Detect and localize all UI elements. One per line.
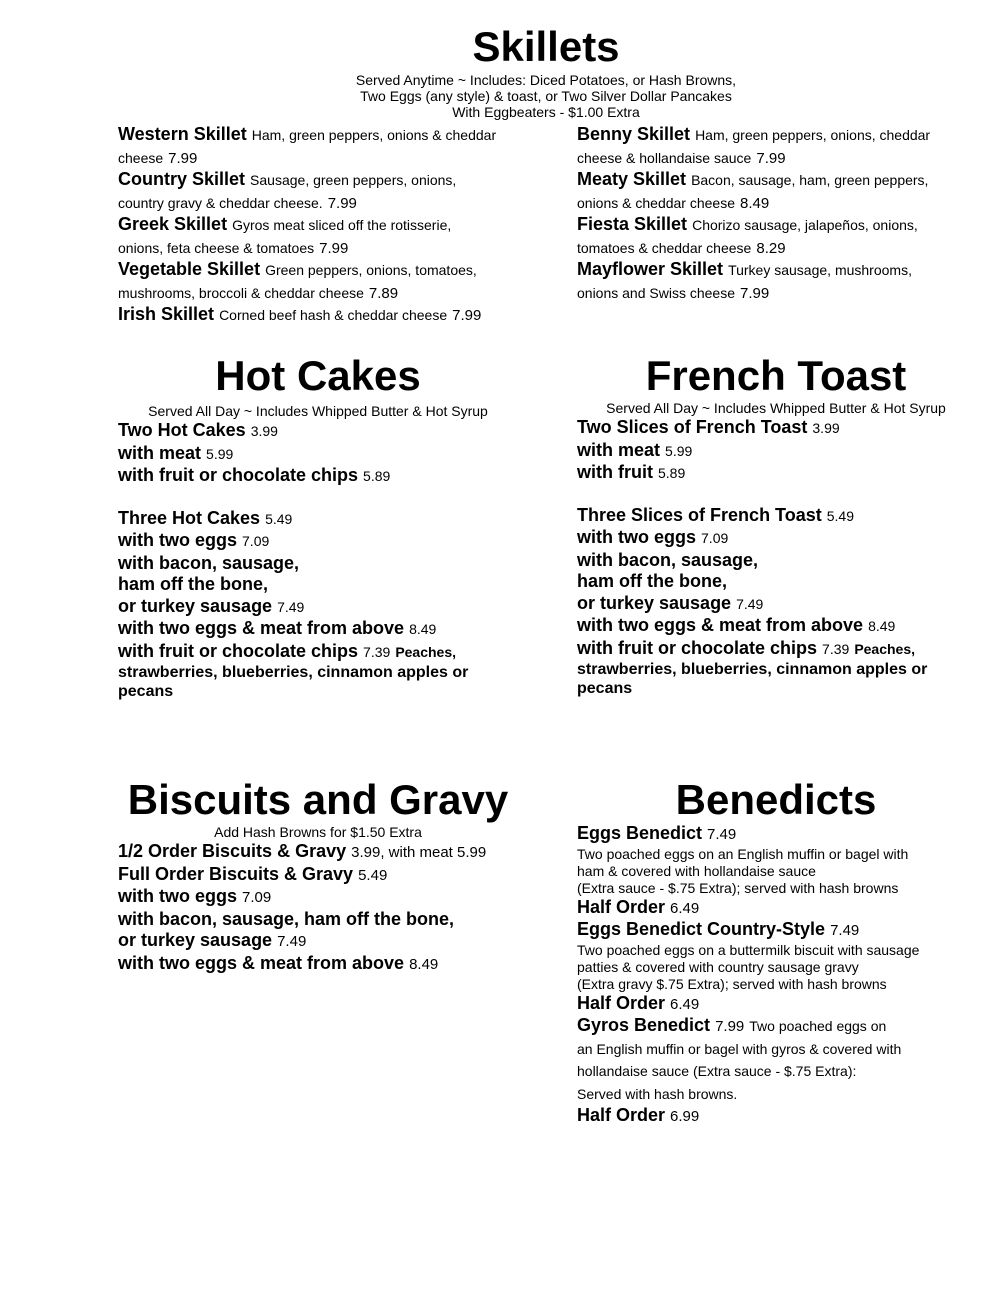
item-price: 7.39 bbox=[822, 640, 850, 657]
menu-item-gyros-benedict bbox=[577, 1015, 987, 1038]
item-name: with fruit or chocolate chips bbox=[577, 637, 818, 658]
french-toast-title: French Toast bbox=[645, 352, 907, 399]
item-price: 7.89 bbox=[368, 284, 399, 302]
menu-item bbox=[577, 593, 997, 616]
item-desc: onions & cheddar cheese bbox=[577, 194, 735, 211]
menu-item bbox=[577, 527, 997, 550]
item-desc: Peaches, bbox=[854, 640, 916, 657]
item-desc: pecans bbox=[577, 680, 633, 697]
item-price: 7.09 bbox=[242, 889, 272, 906]
menu-item bbox=[577, 505, 997, 528]
menu-item-benny-skillet bbox=[577, 124, 977, 147]
item-name: with fruit or chocolate chips bbox=[118, 640, 359, 661]
hot-cakes-title: Hot Cakes bbox=[215, 352, 421, 399]
item-price: 7.49 bbox=[277, 598, 305, 615]
menu-item-greek-skillet bbox=[118, 214, 558, 237]
menu-item-meaty-skillet bbox=[577, 169, 977, 192]
item-desc: Corned beef hash & cheddar cheese bbox=[219, 307, 448, 323]
menu-item bbox=[577, 615, 997, 638]
menu-item-fiesta-skillet bbox=[577, 214, 977, 237]
item-price: 5.99 bbox=[206, 445, 234, 462]
item-desc: an English muffin or bagel with gyros & covered with bbox=[577, 1040, 902, 1057]
menu-item bbox=[118, 930, 558, 953]
item-price: 7.09 bbox=[242, 533, 270, 549]
menu-item bbox=[577, 638, 997, 661]
item-name: Half Order bbox=[577, 992, 666, 1013]
skillets-title: Skillets bbox=[472, 23, 620, 70]
item-desc: Gyros meat sliced off the rotisserie, bbox=[232, 217, 452, 233]
menu-item-western-skillet bbox=[118, 124, 558, 147]
item-desc: onions, feta cheese & tomatoes bbox=[118, 239, 315, 256]
item-name: Fiesta Skillet bbox=[577, 214, 688, 234]
menu-item bbox=[118, 618, 558, 641]
item-name: Full Order Biscuits & Gravy bbox=[118, 863, 354, 884]
item-desc: pecans bbox=[118, 683, 174, 700]
menu-item-half-order bbox=[577, 993, 987, 1016]
item-desc: mushrooms, broccoli & cheddar cheese bbox=[118, 284, 364, 301]
item-name: with fruit bbox=[577, 462, 653, 482]
item-name: or turkey sausage bbox=[118, 595, 273, 616]
benedicts-title: Benedicts bbox=[675, 776, 877, 823]
french-toast-list bbox=[577, 417, 997, 698]
item-price: 7.39 bbox=[363, 643, 391, 660]
biscuits-gravy-list bbox=[118, 841, 558, 975]
item-name: Country Skillet bbox=[118, 169, 246, 189]
menu-item bbox=[577, 462, 997, 485]
item-price: 5.49 bbox=[826, 507, 854, 524]
skillets-subtitle-line: With Eggbeaters - $1.00 Extra bbox=[452, 104, 640, 120]
menu-item bbox=[118, 864, 558, 887]
item-name: Vegetable Skillet bbox=[118, 259, 261, 279]
item-desc: strawberries, blueberries, cinnamon apples or bbox=[118, 664, 469, 681]
item-price: 7.99 bbox=[715, 1018, 745, 1035]
menu-item-country-skillet bbox=[118, 169, 558, 192]
item-price: 7.99 bbox=[452, 307, 482, 324]
item-desc: strawberries, blueberries, cinnamon apples or bbox=[577, 661, 928, 678]
item-name: Greek Skillet bbox=[118, 214, 228, 234]
item-name: with fruit or chocolate chips bbox=[118, 465, 359, 485]
item-price: 7.99 bbox=[756, 149, 786, 167]
item-name: Two Slices of French Toast bbox=[577, 417, 808, 437]
item-name: with meat bbox=[118, 442, 202, 463]
item-name: with two eggs & meat from above bbox=[577, 615, 864, 635]
item-price: 5.99 bbox=[665, 442, 693, 459]
item-price: 7.49 bbox=[736, 595, 764, 612]
item-desc: Turkey sausage, mushrooms, bbox=[728, 262, 912, 278]
item-price: 7.49 bbox=[707, 826, 737, 843]
menu-item bbox=[118, 841, 558, 864]
menu-item-irish-skillet bbox=[118, 304, 558, 327]
item-name: Half Order bbox=[577, 896, 666, 917]
item-price: 3.99, with meat 5.99 bbox=[351, 844, 487, 861]
menu-item bbox=[118, 886, 558, 909]
item-name: Western Skillet bbox=[118, 124, 247, 144]
item-desc: Peaches, bbox=[395, 643, 457, 660]
menu-item-half-order bbox=[577, 1105, 987, 1128]
item-price: 5.49 bbox=[265, 510, 293, 527]
item-desc: country gravy & cheddar cheese. bbox=[118, 194, 323, 211]
skillets-subtitle-line: Served Anytime ~ Includes: Diced Potatoes, or Hash Browns, bbox=[355, 72, 737, 88]
menu-item bbox=[118, 465, 558, 488]
menu-item-eggs-benedict-country bbox=[577, 919, 987, 942]
skillets-right-column bbox=[577, 124, 977, 304]
item-name: Eggs Benedict bbox=[577, 823, 703, 843]
item-desc: onions and Swiss cheese bbox=[577, 284, 735, 301]
item-name: with bacon, sausage, bbox=[118, 552, 300, 573]
menu-item bbox=[118, 443, 558, 466]
skillets-subtitle-line: Two Eggs (any style) & toast, or Two Silver Dollar Pancakes bbox=[360, 88, 732, 104]
benedicts-list bbox=[577, 823, 987, 1128]
item-desc: (Extra sauce - $.75 Extra); served with hash browns bbox=[577, 879, 899, 896]
item-desc: Green peppers, onions, tomatoes, bbox=[265, 262, 477, 278]
item-desc: hollandaise sauce (Extra sauce - $.75 Extra): bbox=[577, 1063, 857, 1079]
item-price: 8.49 bbox=[409, 955, 439, 973]
item-price: 6.49 bbox=[670, 899, 700, 917]
item-price: 5.49 bbox=[358, 866, 388, 884]
item-desc: cheese & hollandaise sauce bbox=[577, 149, 752, 166]
item-name: with bacon, sausage, bbox=[577, 549, 759, 570]
item-price: 7.99 bbox=[327, 194, 357, 212]
skillets-left-column bbox=[118, 124, 558, 327]
item-name: with bacon, sausage, ham off the bone, bbox=[118, 908, 455, 929]
item-name: Irish Skillet bbox=[118, 304, 215, 324]
item-name: Gyros Benedict bbox=[577, 1015, 711, 1035]
item-price: 7.99 bbox=[168, 149, 198, 167]
item-name: with meat bbox=[577, 439, 661, 460]
item-desc: Ham, green peppers, onions & cheddar bbox=[251, 127, 497, 143]
item-name: ham off the bone, bbox=[118, 574, 268, 594]
item-price: 8.49 bbox=[868, 618, 896, 634]
item-price: 5.89 bbox=[363, 468, 391, 484]
item-name: Benny Skillet bbox=[577, 124, 691, 144]
item-desc: (Extra gravy $.75 Extra); served with hash browns bbox=[577, 975, 887, 992]
item-price: 7.99 bbox=[740, 284, 770, 302]
item-name: ham off the bone, bbox=[577, 571, 727, 591]
menu-item bbox=[577, 417, 997, 440]
item-name: with two eggs bbox=[118, 530, 237, 550]
menu-item-vegetable-skillet bbox=[118, 259, 558, 282]
menu-item bbox=[118, 641, 558, 664]
item-name: with two eggs & meat from above bbox=[118, 618, 405, 638]
item-desc: Chorizo sausage, jalapeños, onions, bbox=[692, 217, 918, 233]
item-desc: Two poached eggs on bbox=[749, 1018, 887, 1034]
item-desc: patties & covered with country sausage gravy bbox=[577, 958, 859, 975]
item-price: 7.99 bbox=[319, 239, 349, 257]
french-toast-subtitle: Served All Day ~ Includes Whipped Butter & Hot Syrup bbox=[606, 400, 946, 416]
item-price: 6.99 bbox=[670, 1108, 700, 1125]
item-price: 6.49 bbox=[670, 995, 700, 1013]
item-price: 8.49 bbox=[409, 621, 437, 637]
item-price: 7.49 bbox=[277, 933, 307, 950]
item-name: Mayflower Skillet bbox=[577, 259, 724, 279]
item-price: 3.99 bbox=[250, 423, 278, 439]
biscuits-gravy-subtitle: Add Hash Browns for $1.50 Extra bbox=[214, 824, 422, 840]
menu-item bbox=[118, 953, 558, 976]
item-price: 8.49 bbox=[740, 194, 770, 212]
item-desc: tomatoes & cheddar cheese bbox=[577, 239, 752, 256]
menu-item bbox=[118, 420, 558, 443]
item-name: Three Hot Cakes bbox=[118, 507, 261, 528]
menu-item-half-order bbox=[577, 897, 987, 920]
item-desc: cheese bbox=[118, 149, 164, 166]
item-desc: Ham, green peppers, onions, cheddar bbox=[695, 127, 931, 143]
menu-item bbox=[118, 508, 558, 531]
item-desc: Two poached eggs on an English muffin or bagel with bbox=[577, 845, 909, 862]
item-name: with two eggs bbox=[118, 886, 237, 906]
item-desc: Served with hash browns. bbox=[577, 1085, 738, 1102]
hot-cakes-subtitle: Served All Day ~ Includes Whipped Butter & Hot Syrup bbox=[148, 403, 488, 419]
item-desc: Two poached eggs on a buttermilk biscuit with sausage bbox=[577, 941, 920, 958]
menu-item-eggs-benedict bbox=[577, 823, 987, 846]
hot-cakes-list bbox=[118, 420, 558, 701]
item-price: 7.49 bbox=[830, 922, 860, 939]
biscuits-gravy-title: Biscuits and Gravy bbox=[127, 776, 509, 823]
item-name: Meaty Skillet bbox=[577, 169, 687, 189]
item-name: Three Slices of French Toast bbox=[577, 504, 822, 525]
item-desc: ham & covered with hollandaise sauce bbox=[577, 862, 816, 879]
item-name: Eggs Benedict Country-Style bbox=[577, 919, 826, 939]
item-price: 8.29 bbox=[756, 239, 786, 257]
item-price: 3.99 bbox=[812, 420, 840, 436]
skillets-subtitle bbox=[0, 72, 1000, 120]
item-desc: Sausage, green peppers, onions, bbox=[250, 172, 457, 188]
item-name: or turkey sausage bbox=[577, 592, 732, 613]
item-name: Two Hot Cakes bbox=[118, 420, 246, 440]
item-desc: Bacon, sausage, ham, green peppers, bbox=[691, 172, 929, 188]
item-price: 7.09 bbox=[701, 530, 729, 546]
menu-item bbox=[118, 596, 558, 619]
item-price: 5.89 bbox=[658, 465, 686, 481]
item-name: 1/2 Order Biscuits & Gravy bbox=[118, 841, 347, 861]
menu-item bbox=[577, 440, 997, 463]
menu-item bbox=[118, 530, 558, 553]
item-name: with two eggs bbox=[577, 527, 696, 547]
item-name: with two eggs & meat from above bbox=[118, 952, 405, 973]
item-name: Half Order bbox=[577, 1105, 666, 1125]
menu-item-mayflower-skillet bbox=[577, 259, 977, 282]
item-name: or turkey sausage bbox=[118, 930, 273, 950]
